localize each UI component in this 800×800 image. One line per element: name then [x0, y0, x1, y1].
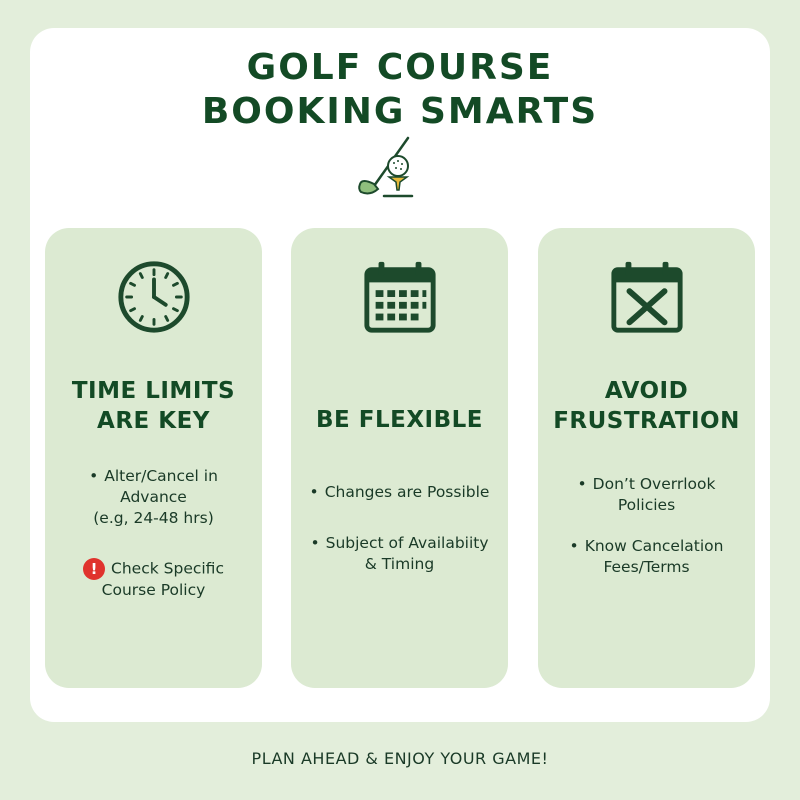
list-item — [552, 536, 741, 578]
bullet-marker: • — [309, 483, 319, 501]
bullet-marker: • — [577, 475, 587, 493]
alert-icon: ! — [83, 558, 105, 580]
calendar-icon — [361, 258, 439, 336]
panel-avoid-frustration — [538, 228, 755, 688]
panel-time-limits — [45, 228, 262, 688]
item-line-2: Course Policy — [101, 581, 206, 599]
title-line-1: GOLF COURSE — [246, 47, 554, 88]
item-line-1: Check Specific — [111, 559, 224, 578]
item-line-2: Fees/Terms — [603, 558, 690, 576]
list-item-alert — [59, 558, 248, 601]
item-line-1: Alter/Cancel in — [104, 467, 218, 485]
item-line-1: Changes are Possible — [324, 483, 490, 501]
bullet-marker: • — [310, 534, 320, 552]
page-title — [0, 46, 800, 134]
heading-line-2: ARE KEY — [97, 408, 210, 434]
panel-heading — [291, 405, 508, 435]
item-line-3: (e.g, 24-48 hrs) — [93, 509, 214, 527]
item-line-2: Advance — [120, 488, 187, 506]
item-line-1: Know Cancelation — [584, 537, 724, 555]
heading-line-1: AVOID — [604, 378, 689, 404]
list-item — [59, 466, 248, 529]
heading-line-2: FRUSTRATION — [553, 408, 740, 434]
list-item — [305, 482, 494, 503]
clock-icon — [115, 258, 193, 336]
golf-club-and-ball-icon — [356, 134, 416, 204]
item-line-2: Policies — [617, 496, 676, 514]
item-line-1: Don’t Overrlook — [592, 475, 716, 493]
footer-tagline: PLAN AHEAD & ENJOY YOUR GAME! — [251, 749, 549, 768]
heading-line-1: TIME LIMITS — [71, 378, 236, 404]
item-line-1: Subject of Availabiity — [325, 534, 489, 552]
panel-be-flexible — [291, 228, 508, 688]
bullet-marker: • — [569, 537, 579, 555]
heading-line-1: BE FLEXIBLE — [315, 407, 484, 433]
bullet-marker: • — [89, 467, 99, 485]
list-item — [552, 474, 741, 516]
item-line-2: & Timing — [364, 555, 435, 573]
panel-heading — [538, 376, 755, 436]
panel-heading — [45, 376, 262, 436]
calendar-cancel-icon — [608, 258, 686, 336]
list-item — [305, 533, 494, 575]
title-line-2: BOOKING SMARTS — [201, 91, 599, 132]
